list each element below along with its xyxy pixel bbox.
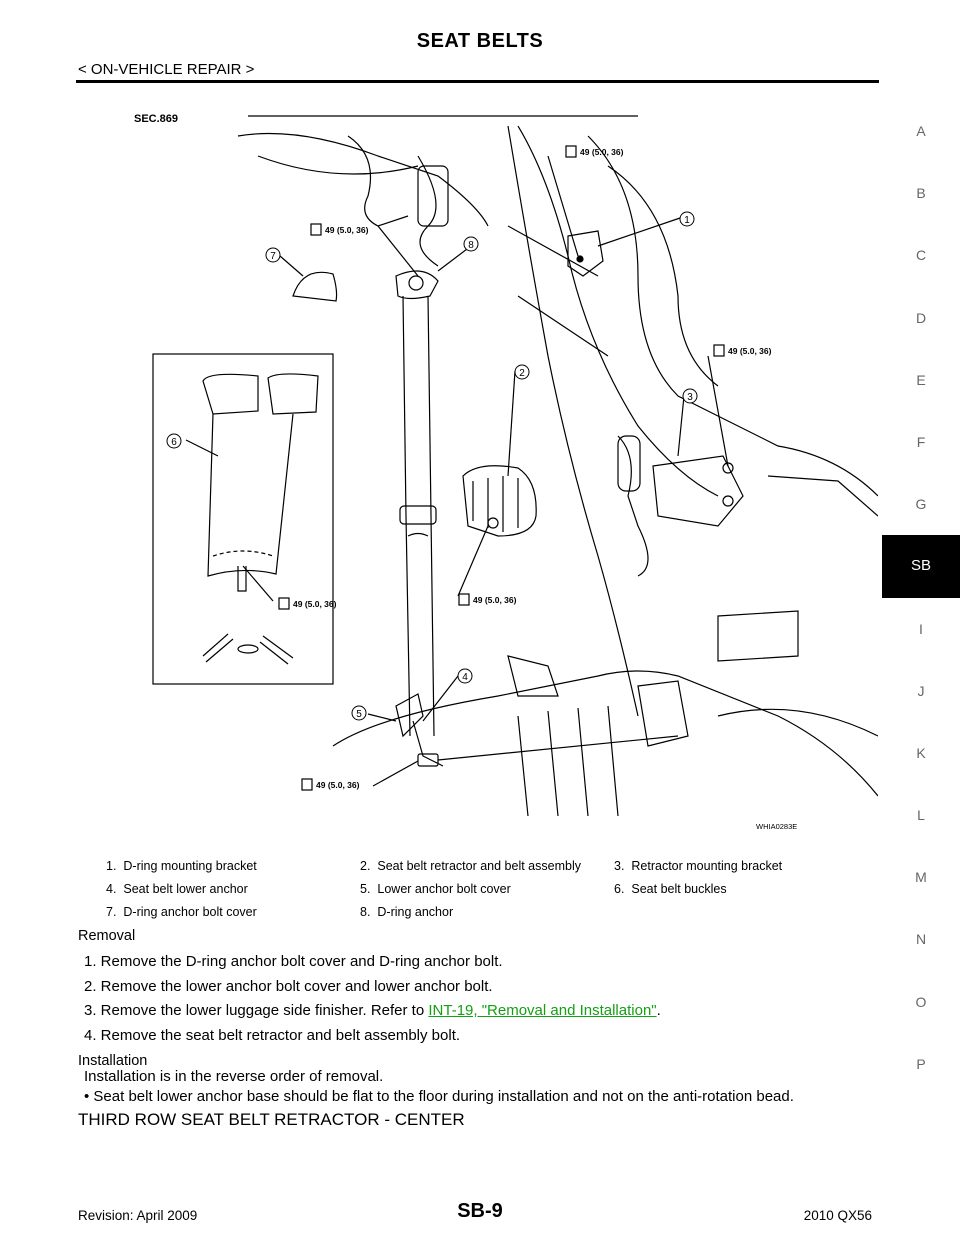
section-tab-c[interactable]: C bbox=[915, 247, 927, 264]
leader-callout-5 bbox=[368, 714, 396, 721]
section-tab-j[interactable]: J bbox=[917, 682, 925, 699]
removal-step-1: 1. Remove the D-ring anchor bolt cover and D-ring anchor bolt. bbox=[84, 953, 503, 970]
int-19-link[interactable]: INT-19, "Removal and Installation" bbox=[428, 1002, 657, 1019]
callout-4: 4 bbox=[462, 672, 468, 683]
wrench-icon bbox=[714, 345, 724, 356]
legend-row bbox=[90, 854, 850, 877]
header-divider bbox=[76, 80, 879, 83]
figure-id: WHIA0283E bbox=[756, 822, 798, 831]
floor-bracket bbox=[638, 681, 688, 746]
revision-date: Revision: April 2009 bbox=[78, 1208, 198, 1223]
legend-item-1: 1. D-ring mounting bracket bbox=[106, 858, 257, 873]
buckle-cap-right bbox=[268, 374, 318, 414]
torque-label-d-ring: 49 (5.0, 36) bbox=[325, 225, 369, 235]
wrench-icon bbox=[279, 598, 289, 609]
section-tab-k[interactable]: K bbox=[916, 744, 926, 761]
model-year: 2010 QX56 bbox=[803, 1208, 872, 1223]
d-ring-anchor-bolt-cover bbox=[293, 272, 337, 301]
leader-torque-lower bbox=[373, 761, 418, 786]
wrench-icon bbox=[566, 146, 576, 157]
installation-heading: Installation bbox=[78, 1053, 148, 1069]
belt-retractor bbox=[463, 466, 536, 536]
next-section-heading: THIRD ROW SEAT BELT RETRACTOR - CENTER bbox=[78, 1110, 465, 1129]
page-subtitle: < ON-VEHICLE REPAIR > bbox=[78, 61, 255, 78]
floor-ribs bbox=[518, 706, 618, 816]
retractor-ribs bbox=[473, 476, 518, 532]
torque-label-buckle: 49 (5.0, 36) bbox=[293, 599, 337, 609]
leader-torque-retractor-bracket bbox=[708, 356, 728, 466]
section-tab-p[interactable]: P bbox=[916, 1055, 926, 1072]
legend-item-6: 6. Seat belt buckles bbox=[614, 881, 727, 896]
removal-step-2: 2. Remove the lower anchor bolt cover and lower anchor bolt. bbox=[84, 978, 493, 995]
anchor-leader bbox=[438, 736, 678, 760]
removal-step-3-suffix: . bbox=[656, 1002, 661, 1019]
callout-8: 8 bbox=[468, 240, 474, 251]
callout-1: 1 bbox=[684, 215, 690, 226]
legend-row bbox=[90, 900, 850, 923]
section-tab-b[interactable]: B bbox=[916, 185, 926, 202]
section-tab-n[interactable]: N bbox=[915, 931, 927, 948]
removal-step-3-text: 3. Remove the lower luggage side finisher. Refer to bbox=[84, 1002, 429, 1019]
wrench-icon bbox=[311, 224, 321, 235]
section-tab-d[interactable]: D bbox=[915, 309, 927, 326]
d-ring-bolt bbox=[409, 276, 423, 290]
buckle-strap-left bbox=[203, 634, 233, 662]
legend-item-8: 8. D-ring anchor bbox=[360, 904, 454, 919]
section-label: SEC.869 bbox=[134, 113, 179, 125]
section-tab-m[interactable]: M bbox=[915, 869, 927, 886]
legend-row bbox=[90, 877, 850, 900]
belt-webbing-left bbox=[403, 296, 410, 736]
section-index bbox=[882, 100, 960, 1095]
callout-6: 6 bbox=[171, 437, 177, 448]
removal-step-3 bbox=[84, 1002, 661, 1019]
wrench-icon bbox=[302, 779, 312, 790]
legend-item-2: 2. Seat belt retractor and belt assembly bbox=[360, 858, 581, 873]
leader-callout-6 bbox=[186, 440, 218, 456]
page-number: SB-9 bbox=[457, 1200, 503, 1222]
pillar-edge-mid bbox=[518, 126, 718, 496]
section-tab-a[interactable]: A bbox=[916, 123, 926, 139]
buckle-stalk bbox=[238, 566, 246, 591]
pillar-edge-right bbox=[588, 136, 878, 496]
bracket-bolt bbox=[577, 256, 583, 262]
leader-callout-3 bbox=[678, 396, 684, 456]
section-tab-g[interactable]: G bbox=[915, 496, 927, 513]
legend-item-3: 3. Retractor mounting bracket bbox=[614, 858, 783, 873]
torque-labels bbox=[279, 146, 724, 790]
leader-torque-d-ring bbox=[378, 226, 418, 276]
section-tab-o[interactable]: O bbox=[915, 993, 927, 1010]
leader-callout-8 bbox=[438, 246, 471, 271]
legend-item-4: 4. Seat belt lower anchor bbox=[106, 881, 248, 896]
belt-slot bbox=[408, 534, 428, 537]
installation-note: Installation is in the reverse order of removal. bbox=[84, 1068, 384, 1085]
torque-label-retractor: 49 (5.0, 36) bbox=[473, 595, 517, 605]
section-tab-e[interactable]: E bbox=[916, 371, 926, 388]
side-trim-block bbox=[718, 611, 798, 661]
buckle-clip bbox=[238, 645, 258, 653]
legend-item-7: 7. D-ring anchor bolt cover bbox=[106, 904, 257, 919]
bracket-support bbox=[618, 436, 648, 576]
roof-structure bbox=[238, 116, 638, 226]
removal-step-4: 4. Remove the seat belt retractor and belt assembly bolt. bbox=[84, 1027, 461, 1044]
leader-torque-retractor bbox=[458, 526, 488, 596]
callout-5: 5 bbox=[356, 709, 362, 720]
section-tab-f[interactable]: F bbox=[916, 433, 926, 450]
seat-belt-diagram bbox=[78, 96, 878, 841]
upper-panel bbox=[348, 136, 408, 226]
leader-torque-bracket bbox=[548, 156, 578, 256]
wrench-icon bbox=[459, 594, 469, 605]
torque-label-bracket: 49 (5.0, 36) bbox=[580, 147, 624, 157]
section-tab-l[interactable]: L bbox=[917, 807, 925, 824]
leader-callout-7 bbox=[280, 256, 303, 276]
torque-label-lower-anchor: 49 (5.0, 36) bbox=[316, 780, 360, 790]
legend-item-empty bbox=[598, 900, 850, 923]
section-tab-sb[interactable]: SB bbox=[882, 535, 960, 597]
bracket-bolt-bottom bbox=[723, 496, 733, 506]
page-title: SEAT BELTS bbox=[416, 30, 544, 52]
parts-legend bbox=[90, 854, 850, 923]
belt-webbing-right bbox=[428, 296, 434, 736]
upper-latch bbox=[418, 166, 448, 226]
removal-heading: Removal bbox=[78, 928, 136, 944]
pillar-inner bbox=[608, 166, 718, 386]
callout-7: 7 bbox=[270, 251, 276, 262]
buckle-cap-left bbox=[203, 374, 258, 414]
retractor-bolt bbox=[488, 518, 498, 528]
buckle-base-dashed bbox=[213, 551, 273, 556]
lower-anchor-bolt bbox=[418, 754, 438, 766]
torque-label-retractor-bracket: 49 (5.0, 36) bbox=[728, 346, 772, 356]
leader-callout-2 bbox=[508, 371, 515, 476]
floor-block bbox=[508, 656, 558, 696]
buckle-strap-right bbox=[260, 636, 293, 664]
callout-2: 2 bbox=[519, 368, 525, 379]
pillar-edge-left bbox=[508, 126, 638, 716]
pillar-cylinder bbox=[618, 436, 640, 491]
retractor-mounting-bracket bbox=[653, 456, 743, 526]
buckle-inset-box bbox=[153, 354, 333, 684]
leader-callout-4 bbox=[423, 676, 458, 721]
callout-3: 3 bbox=[687, 392, 693, 403]
floor-edge bbox=[333, 671, 878, 796]
section-tab-i[interactable]: I bbox=[919, 620, 923, 637]
wheel-house bbox=[718, 709, 878, 736]
leader-callout-1 bbox=[598, 218, 680, 246]
installation-bullet: • Seat belt lower anchor base should be flat to the floor during installation and not on the anti-rotation bead. bbox=[84, 1088, 794, 1105]
legend-item-5: 5. Lower anchor bolt cover bbox=[360, 881, 511, 896]
